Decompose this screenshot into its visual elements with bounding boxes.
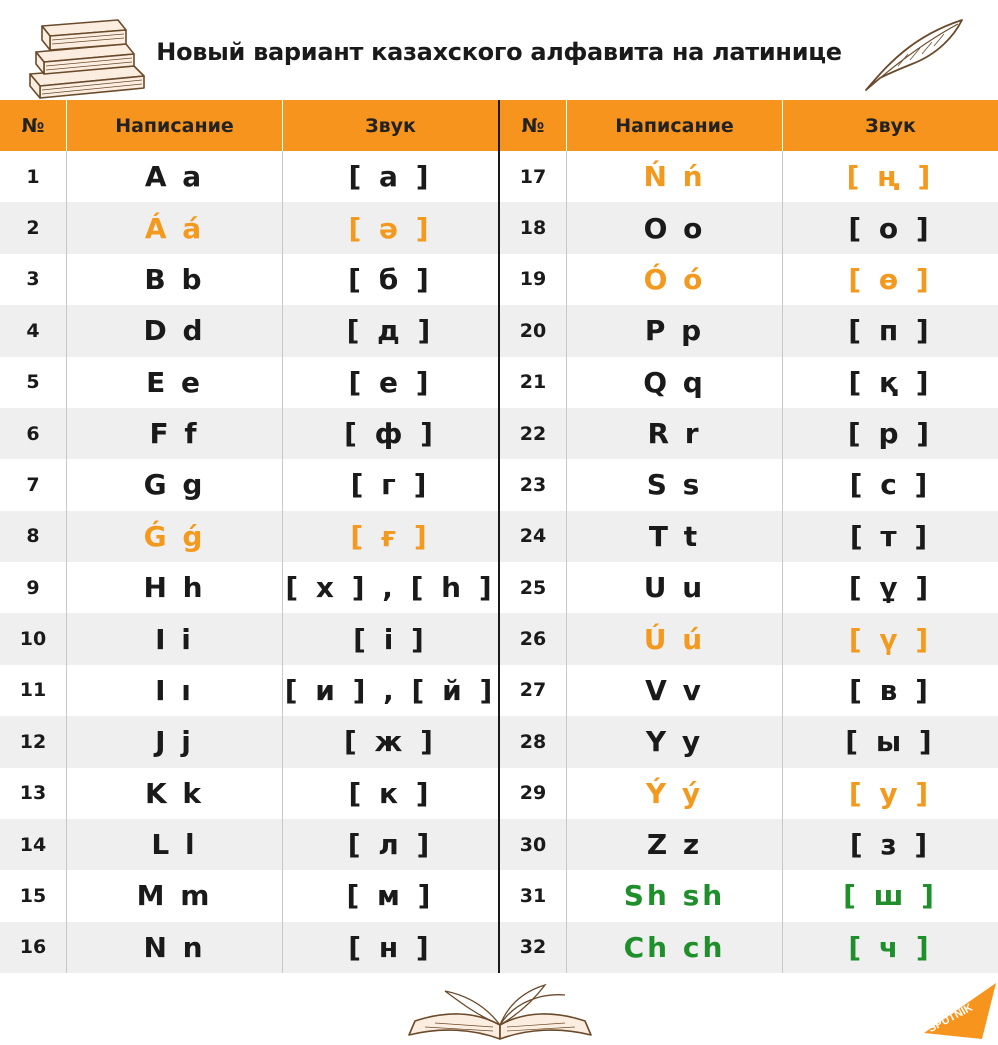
header-writing: Написание	[566, 100, 782, 151]
row-sound: [ и ] , [ й ]	[282, 665, 498, 716]
row-sound: [ к ]	[282, 768, 498, 819]
row-number: 16	[19, 936, 47, 959]
table-row	[500, 665, 998, 716]
row-number: 14	[19, 833, 47, 856]
table-row	[0, 562, 498, 613]
table-right-half	[500, 100, 998, 973]
row-sound: [ г ]	[282, 459, 498, 510]
footer	[0, 973, 998, 1045]
row-number: 3	[26, 268, 40, 291]
row-letter: A a	[66, 151, 282, 202]
row-sound: [ в ]	[782, 665, 998, 716]
open-book-icon	[405, 981, 595, 1043]
table-row	[0, 459, 498, 510]
table-row	[500, 716, 998, 767]
row-number: 27	[519, 679, 547, 702]
row-letter: Sh sh	[566, 870, 782, 921]
row-sound: [ ғ ]	[282, 511, 498, 562]
row-sound: [ о ]	[782, 202, 998, 253]
table-row	[0, 151, 498, 202]
row-number: 1	[26, 165, 40, 188]
table-row	[0, 254, 498, 305]
table-row	[500, 562, 998, 613]
table-row	[500, 254, 998, 305]
row-letter: Ú ú	[566, 613, 782, 664]
table-row	[500, 819, 998, 870]
row-number: 13	[19, 782, 47, 805]
row-sound: [ ұ ]	[782, 562, 998, 613]
row-letter: L l	[66, 819, 282, 870]
row-number: 10	[19, 628, 47, 651]
row-sound: [ д ]	[282, 305, 498, 356]
row-letter: Q q	[566, 357, 782, 408]
row-number: 29	[519, 782, 547, 805]
row-sound: [ л ]	[282, 819, 498, 870]
table-row	[0, 768, 498, 819]
row-letter: Ǵ ǵ	[66, 511, 282, 562]
row-number: 15	[19, 884, 47, 907]
table-row	[500, 202, 998, 253]
row-number: 4	[26, 319, 40, 342]
row-number: 7	[26, 473, 40, 496]
row-sound: [ ң ]	[782, 151, 998, 202]
row-number: 28	[519, 730, 547, 753]
row-letter: V v	[566, 665, 782, 716]
row-sound: [ ә ]	[282, 202, 498, 253]
row-number: 21	[519, 371, 547, 394]
row-sound: [ у ]	[782, 768, 998, 819]
row-sound: [ з ]	[782, 819, 998, 870]
row-letter: S s	[566, 459, 782, 510]
header	[0, 0, 998, 100]
row-letter: Ń ń	[566, 151, 782, 202]
row-sound: [ х ] , [ h ]	[282, 562, 498, 613]
row-sound: [ н ]	[282, 922, 498, 973]
row-number: 30	[519, 833, 547, 856]
row-sound: [ ө ]	[782, 254, 998, 305]
alphabet-table	[0, 100, 998, 973]
row-number: 32	[519, 936, 547, 959]
table-row	[500, 613, 998, 664]
row-number: 12	[19, 730, 47, 753]
table-row	[0, 819, 498, 870]
quill-feather-icon	[858, 14, 968, 94]
row-sound: [ р ]	[782, 408, 998, 459]
row-letter: K k	[66, 768, 282, 819]
table-row	[0, 716, 498, 767]
row-number: 18	[519, 217, 547, 240]
table-row	[500, 870, 998, 921]
row-number: 8	[26, 525, 40, 548]
row-letter: I i	[66, 613, 282, 664]
table-body-left	[0, 151, 498, 973]
row-sound: [ м ]	[282, 870, 498, 921]
table-row	[0, 408, 498, 459]
row-letter: G g	[66, 459, 282, 510]
header-sound: Звук	[782, 100, 998, 151]
row-letter: U u	[566, 562, 782, 613]
table-row	[500, 511, 998, 562]
table-body-right	[500, 151, 998, 973]
row-number: 2	[26, 217, 40, 240]
row-sound: [ ы ]	[782, 716, 998, 767]
row-sound: [ е ]	[282, 357, 498, 408]
table-row	[0, 613, 498, 664]
row-sound: [ б ]	[282, 254, 498, 305]
row-sound: [ ч ]	[782, 922, 998, 973]
row-letter: O o	[566, 202, 782, 253]
table-row	[0, 665, 498, 716]
row-sound: [ а ]	[282, 151, 498, 202]
row-number: 31	[519, 884, 547, 907]
header-num: №	[21, 114, 45, 137]
table-row	[500, 151, 998, 202]
table-row	[0, 357, 498, 408]
row-letter: J j	[66, 716, 282, 767]
row-letter: B b	[66, 254, 282, 305]
table-header	[0, 100, 498, 151]
table-row	[0, 305, 498, 356]
row-number: 25	[519, 576, 547, 599]
row-letter: N n	[66, 922, 282, 973]
row-number: 6	[26, 422, 40, 445]
table-row	[500, 408, 998, 459]
row-number: 9	[26, 576, 40, 599]
row-letter: Ch ch	[566, 922, 782, 973]
row-letter: Á á	[66, 202, 282, 253]
table-row	[500, 459, 998, 510]
table-row	[0, 922, 498, 973]
sputnik-logo-icon	[922, 981, 998, 1041]
row-letter: Y y	[566, 716, 782, 767]
row-sound: [ т ]	[782, 511, 998, 562]
header-sound: Звук	[282, 100, 498, 151]
table-row	[0, 511, 498, 562]
table-row	[500, 768, 998, 819]
table-row	[0, 202, 498, 253]
table-row	[500, 305, 998, 356]
header-num: №	[521, 114, 545, 137]
row-letter: R r	[566, 408, 782, 459]
row-number: 23	[519, 473, 547, 496]
row-number: 26	[519, 628, 547, 651]
row-letter: D d	[66, 305, 282, 356]
row-number: 22	[519, 422, 547, 445]
row-letter: Ó ó	[566, 254, 782, 305]
row-letter: F f	[66, 408, 282, 459]
row-letter: M m	[66, 870, 282, 921]
row-sound: [ і ]	[282, 613, 498, 664]
row-number: 5	[26, 371, 40, 394]
row-number: 20	[519, 319, 547, 342]
page-title: Новый вариант казахского алфавита на латинице	[156, 38, 842, 66]
header-writing: Написание	[66, 100, 282, 151]
row-letter: E e	[66, 357, 282, 408]
row-sound: [ п ]	[782, 305, 998, 356]
table-header	[500, 100, 998, 151]
row-letter: Ý ý	[566, 768, 782, 819]
row-sound: [ ж ]	[282, 716, 498, 767]
row-sound: [ ф ]	[282, 408, 498, 459]
row-letter: T t	[566, 511, 782, 562]
row-number: 24	[519, 525, 547, 548]
table-left-half	[0, 100, 498, 973]
row-number: 19	[519, 268, 547, 291]
row-sound: [ ш ]	[782, 870, 998, 921]
table-row	[500, 357, 998, 408]
row-sound: [ ү ]	[782, 613, 998, 664]
row-sound: [ с ]	[782, 459, 998, 510]
row-number: 17	[519, 165, 547, 188]
table-row	[0, 870, 498, 921]
sputnik-logo-text: SPUTNIK	[926, 1001, 975, 1035]
row-sound: [ қ ]	[782, 357, 998, 408]
row-letter: Z z	[566, 819, 782, 870]
row-number: 11	[19, 679, 47, 702]
row-letter: P p	[566, 305, 782, 356]
table-row	[500, 922, 998, 973]
row-letter: H h	[66, 562, 282, 613]
row-letter: I ı	[66, 665, 282, 716]
